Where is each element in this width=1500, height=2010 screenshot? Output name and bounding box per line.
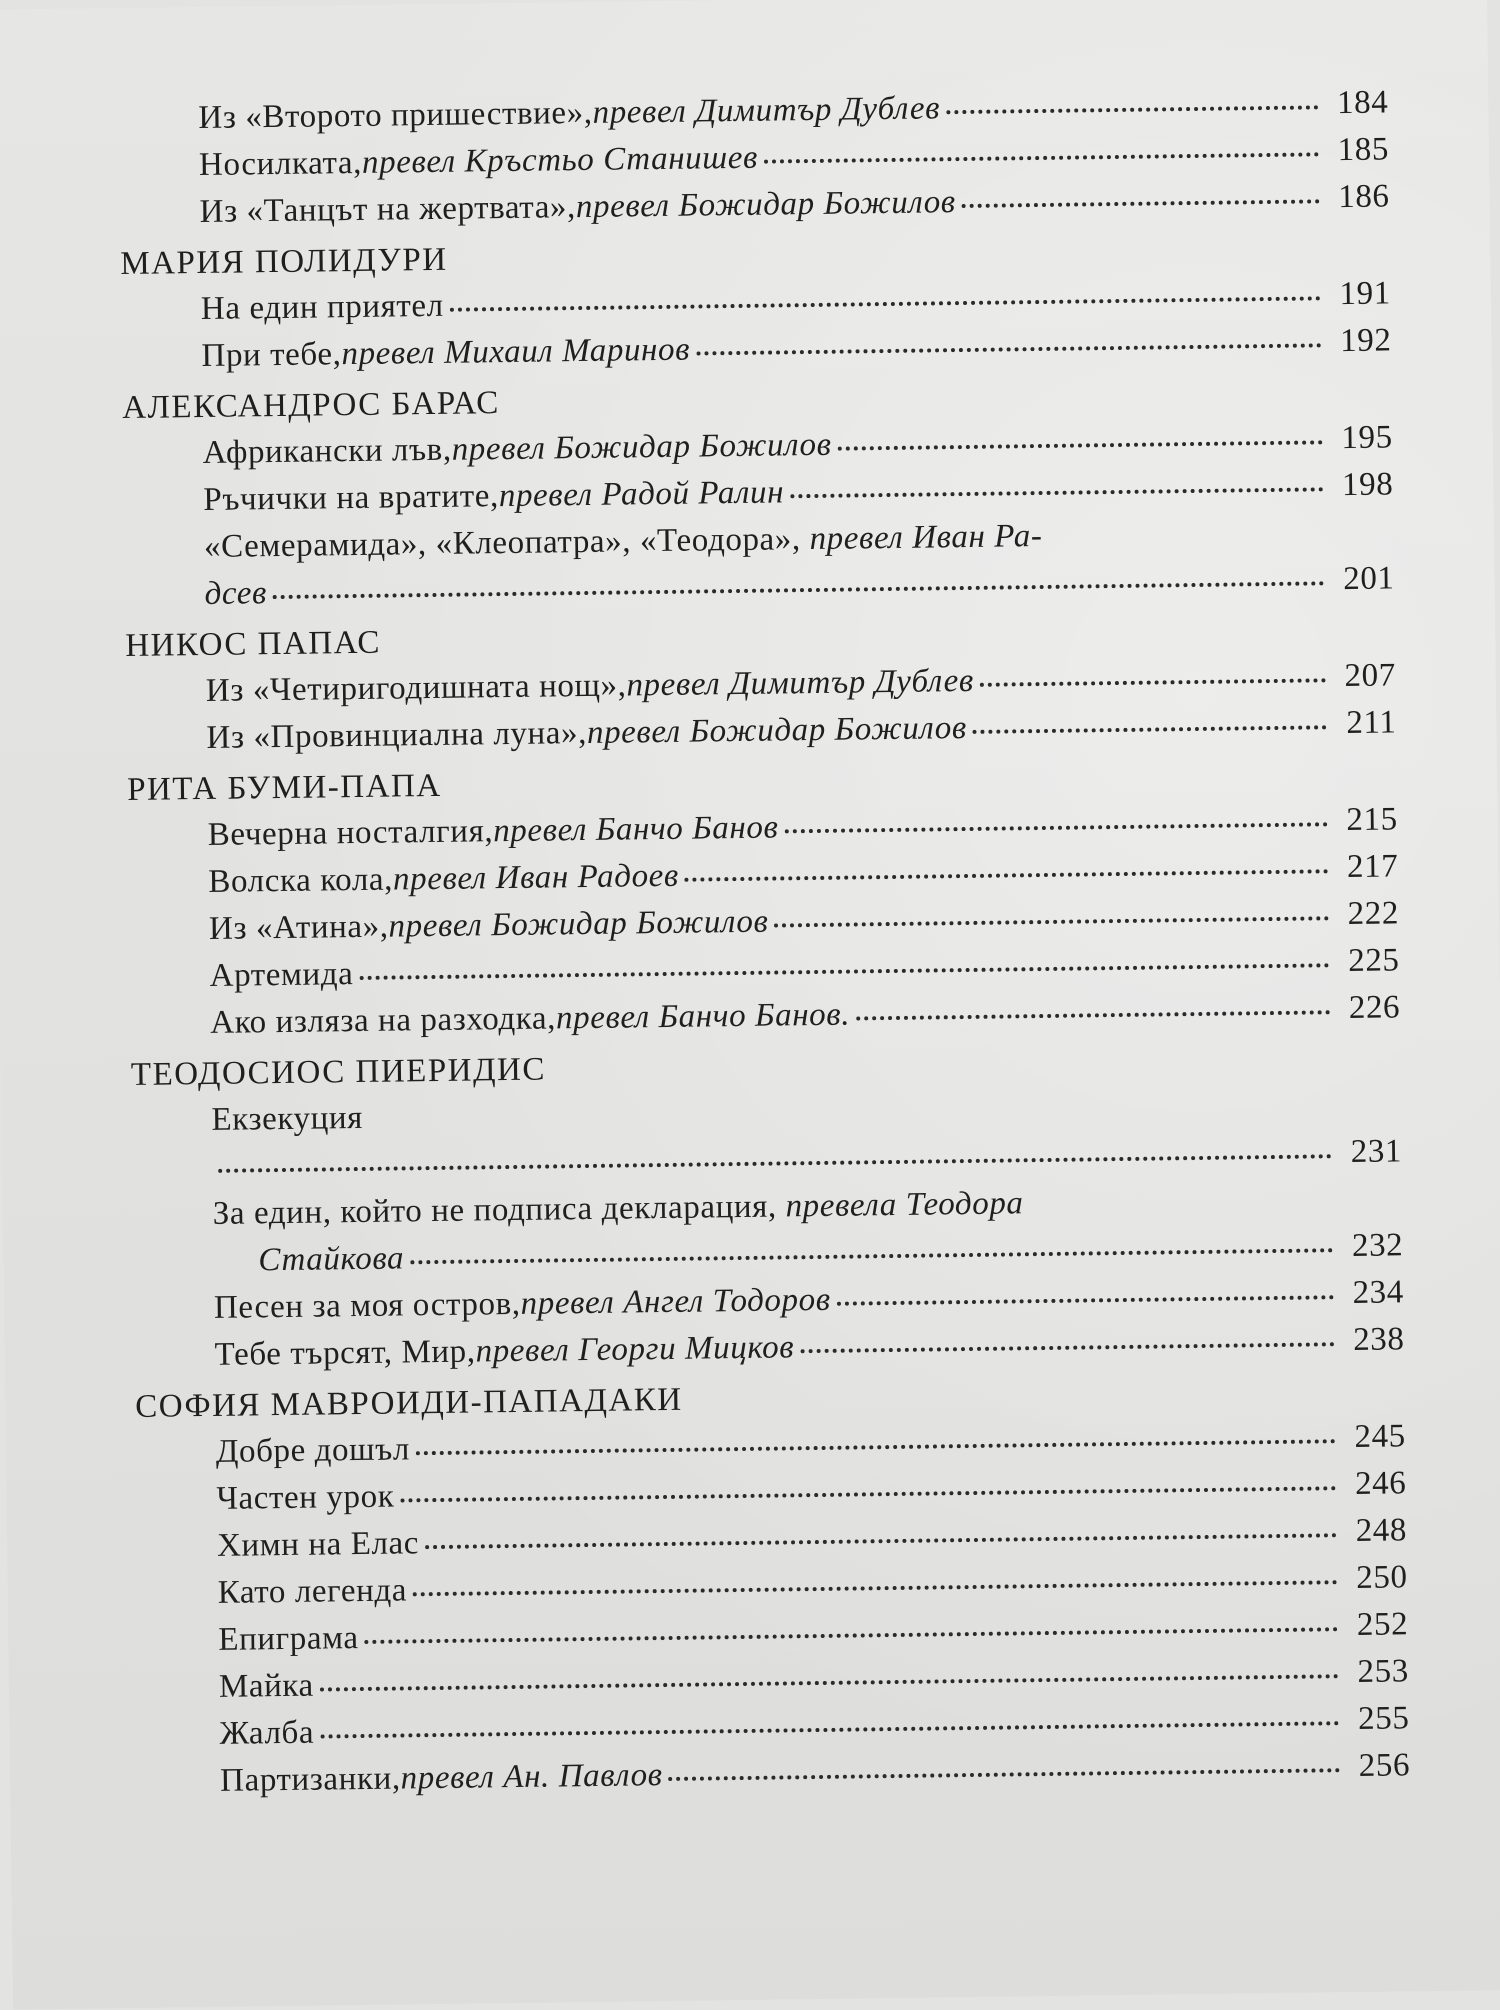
toc-section — [118, 79, 1390, 237]
entry-title: Из «Второто пришествие», — [198, 94, 593, 137]
dot-leader — [980, 678, 1326, 687]
entry-title: Екзекуция — [211, 1099, 364, 1138]
entry-title: Из «Провинциална луна», — [206, 714, 588, 756]
dot-leader — [669, 1768, 1341, 1781]
dot-leader — [962, 199, 1320, 208]
table-of-contents — [118, 79, 1410, 1805]
author-heading: НИКОС ПАПАС — [125, 624, 382, 665]
dot-leader — [784, 822, 1327, 833]
entry-page-number: 217 — [1346, 848, 1399, 886]
entry-page-number: 207 — [1344, 657, 1397, 695]
entry-translator-continued: Стайкова — [258, 1240, 405, 1279]
entry-page-number: 185 — [1337, 131, 1390, 169]
dot-leader — [685, 869, 1329, 881]
entry-page-number: 211 — [1346, 704, 1397, 742]
toc-section — [131, 1035, 1405, 1380]
entry-page-number: 256 — [1358, 1747, 1411, 1784]
entry-translator: превел Божидар Божилов — [586, 710, 968, 751]
entry-title: Ако изляза на разходка, — [210, 1000, 557, 1041]
entry-page-number: 195 — [1341, 419, 1393, 457]
dot-leader — [320, 1721, 1339, 1738]
entry-title: Вечерна носталгия, — [207, 813, 494, 853]
author-heading: СОФИЯ МАВРОИДИ-ПАПАДАКИ — [135, 1381, 683, 1425]
dot-leader — [973, 725, 1327, 734]
entry-page-number: 246 — [1354, 1465, 1407, 1502]
dot-leader — [359, 963, 1329, 980]
dot-leader — [946, 105, 1318, 114]
entry-title: На един приятел — [200, 287, 444, 327]
entry-translator: превел Михаил Маринов — [341, 331, 691, 373]
entry-translator: превел Ан. Павлов — [400, 1757, 663, 1797]
dot-leader — [838, 440, 1323, 450]
dot-leader — [696, 343, 1321, 355]
entry-title: Волска кола, — [208, 861, 394, 900]
entry-title: Из «Атина», — [208, 908, 389, 947]
dot-leader — [410, 1248, 1333, 1264]
dot-leader — [320, 1674, 1339, 1691]
entry-page-number: 198 — [1341, 466, 1394, 504]
entry-translator: превел Божидар Божилов — [575, 184, 956, 226]
entry-title: «Семерамида», «Клеопатра», «Теодора», — [203, 521, 810, 565]
entry-title: Песен за моя остров, — [213, 1285, 521, 1326]
entry-page-number: 234 — [1352, 1274, 1405, 1312]
entry-title: Артемида — [209, 956, 354, 994]
entry-translator: превела Теодора — [785, 1185, 1024, 1225]
toc-section — [127, 750, 1401, 1048]
entry-title: Добре дошъл — [215, 1431, 411, 1470]
toc-section — [120, 224, 1392, 381]
entry-title: Майка — [218, 1667, 315, 1705]
entry-page-number: 192 — [1339, 322, 1392, 360]
toc-section — [135, 1367, 1410, 1806]
entry-page-number: 253 — [1357, 1653, 1410, 1690]
entry-page-number: 255 — [1357, 1700, 1410, 1737]
entry-page-number: 215 — [1346, 801, 1398, 839]
entry-page-number: 201 — [1342, 560, 1395, 598]
entry-title: Партизанки, — [219, 1760, 401, 1799]
entry-page-number: 231 — [1350, 1133, 1403, 1171]
entry-translator: превел Божидар Божилов — [451, 426, 832, 468]
entry-title: Носилката, — [198, 144, 363, 184]
entry-page-number: 248 — [1355, 1512, 1408, 1549]
dot-leader — [400, 1486, 1336, 1502]
entry-translator: превел Божидар Божилов — [388, 903, 769, 945]
entry-translator: превел Иван Ра- — [809, 518, 1043, 558]
dot-leader — [450, 296, 1321, 311]
entry-page-number: 252 — [1356, 1606, 1409, 1643]
dot-leader — [774, 916, 1329, 927]
entry-page-number: 238 — [1352, 1321, 1405, 1359]
dot-leader — [273, 581, 1325, 599]
entry-title: Химн на Елас — [216, 1525, 420, 1564]
entry-title: Тебе търсят, Мир, — [214, 1333, 476, 1373]
entry-title: Жалба — [219, 1714, 315, 1752]
dot-leader — [365, 1627, 1339, 1644]
toc-section — [125, 606, 1397, 763]
entry-translator: превел Кръстьо Станишев — [361, 139, 759, 181]
dot-leader — [856, 1010, 1330, 1020]
entry-translator: превел Ангел Тодоров — [520, 1281, 831, 1322]
entry-title: Частен урок — [216, 1478, 395, 1517]
dot-leader — [425, 1533, 1337, 1549]
author-heading: АЛЕКСАНДРОС БАРАС — [121, 385, 500, 427]
entry-title: Ръчички на вратите, — [203, 478, 500, 518]
dot-leader — [800, 1342, 1334, 1353]
dot-leader — [416, 1439, 1336, 1455]
dot-leader — [790, 487, 1323, 498]
entry-translator: превел Георги Мицков — [475, 1329, 795, 1370]
entry-title: За един, който не подписа декларация, — [212, 1188, 786, 1232]
entry-page-number: 191 — [1339, 275, 1392, 313]
entry-translator: превел Банчо Банов. — [555, 996, 851, 1037]
entry-translator: превел Банчо Банов — [492, 809, 779, 850]
entry-title: Епиграма — [218, 1620, 359, 1658]
entry-translator-continued: дсев — [204, 575, 268, 612]
entry-page-number: 184 — [1336, 84, 1389, 122]
dot-leader — [764, 152, 1319, 163]
entry-page-number: 186 — [1337, 178, 1390, 216]
entry-page-number: 222 — [1347, 895, 1400, 933]
dot-leader — [218, 1154, 1332, 1173]
dot-leader — [413, 1580, 1338, 1596]
dot-leader — [837, 1295, 1334, 1306]
author-heading: ТЕОДОСИОС ПИЕРИДИС — [130, 1051, 547, 1093]
entry-title: Из «Танцът на жертвата», — [199, 189, 577, 231]
author-heading: РИТА БУМИ-ПАПА — [126, 767, 442, 809]
entry-title: Африкански лъв, — [202, 431, 452, 471]
entry-title: Като легенда — [217, 1572, 408, 1611]
entry-translator: превел Димитър Дублев — [592, 90, 941, 131]
entry-page-number: 226 — [1348, 989, 1401, 1027]
entry-translator: превел Радой Ралин — [498, 474, 785, 515]
entry-page-number: 245 — [1354, 1418, 1407, 1455]
toc-section — [122, 368, 1395, 619]
entry-translator: превел Иван Радоев — [392, 857, 680, 898]
entry-page-number: 232 — [1351, 1227, 1404, 1265]
entry-page-number: 250 — [1356, 1559, 1408, 1596]
entry-title: При тебе, — [201, 336, 342, 374]
entry-page-number: 225 — [1347, 942, 1400, 980]
entry-title: Из «Четиригодишната нощ», — [205, 667, 627, 709]
author-heading: МАРИЯ ПОЛИДУРИ — [120, 241, 448, 283]
entry-translator: превел Димитър Дублев — [626, 662, 975, 704]
